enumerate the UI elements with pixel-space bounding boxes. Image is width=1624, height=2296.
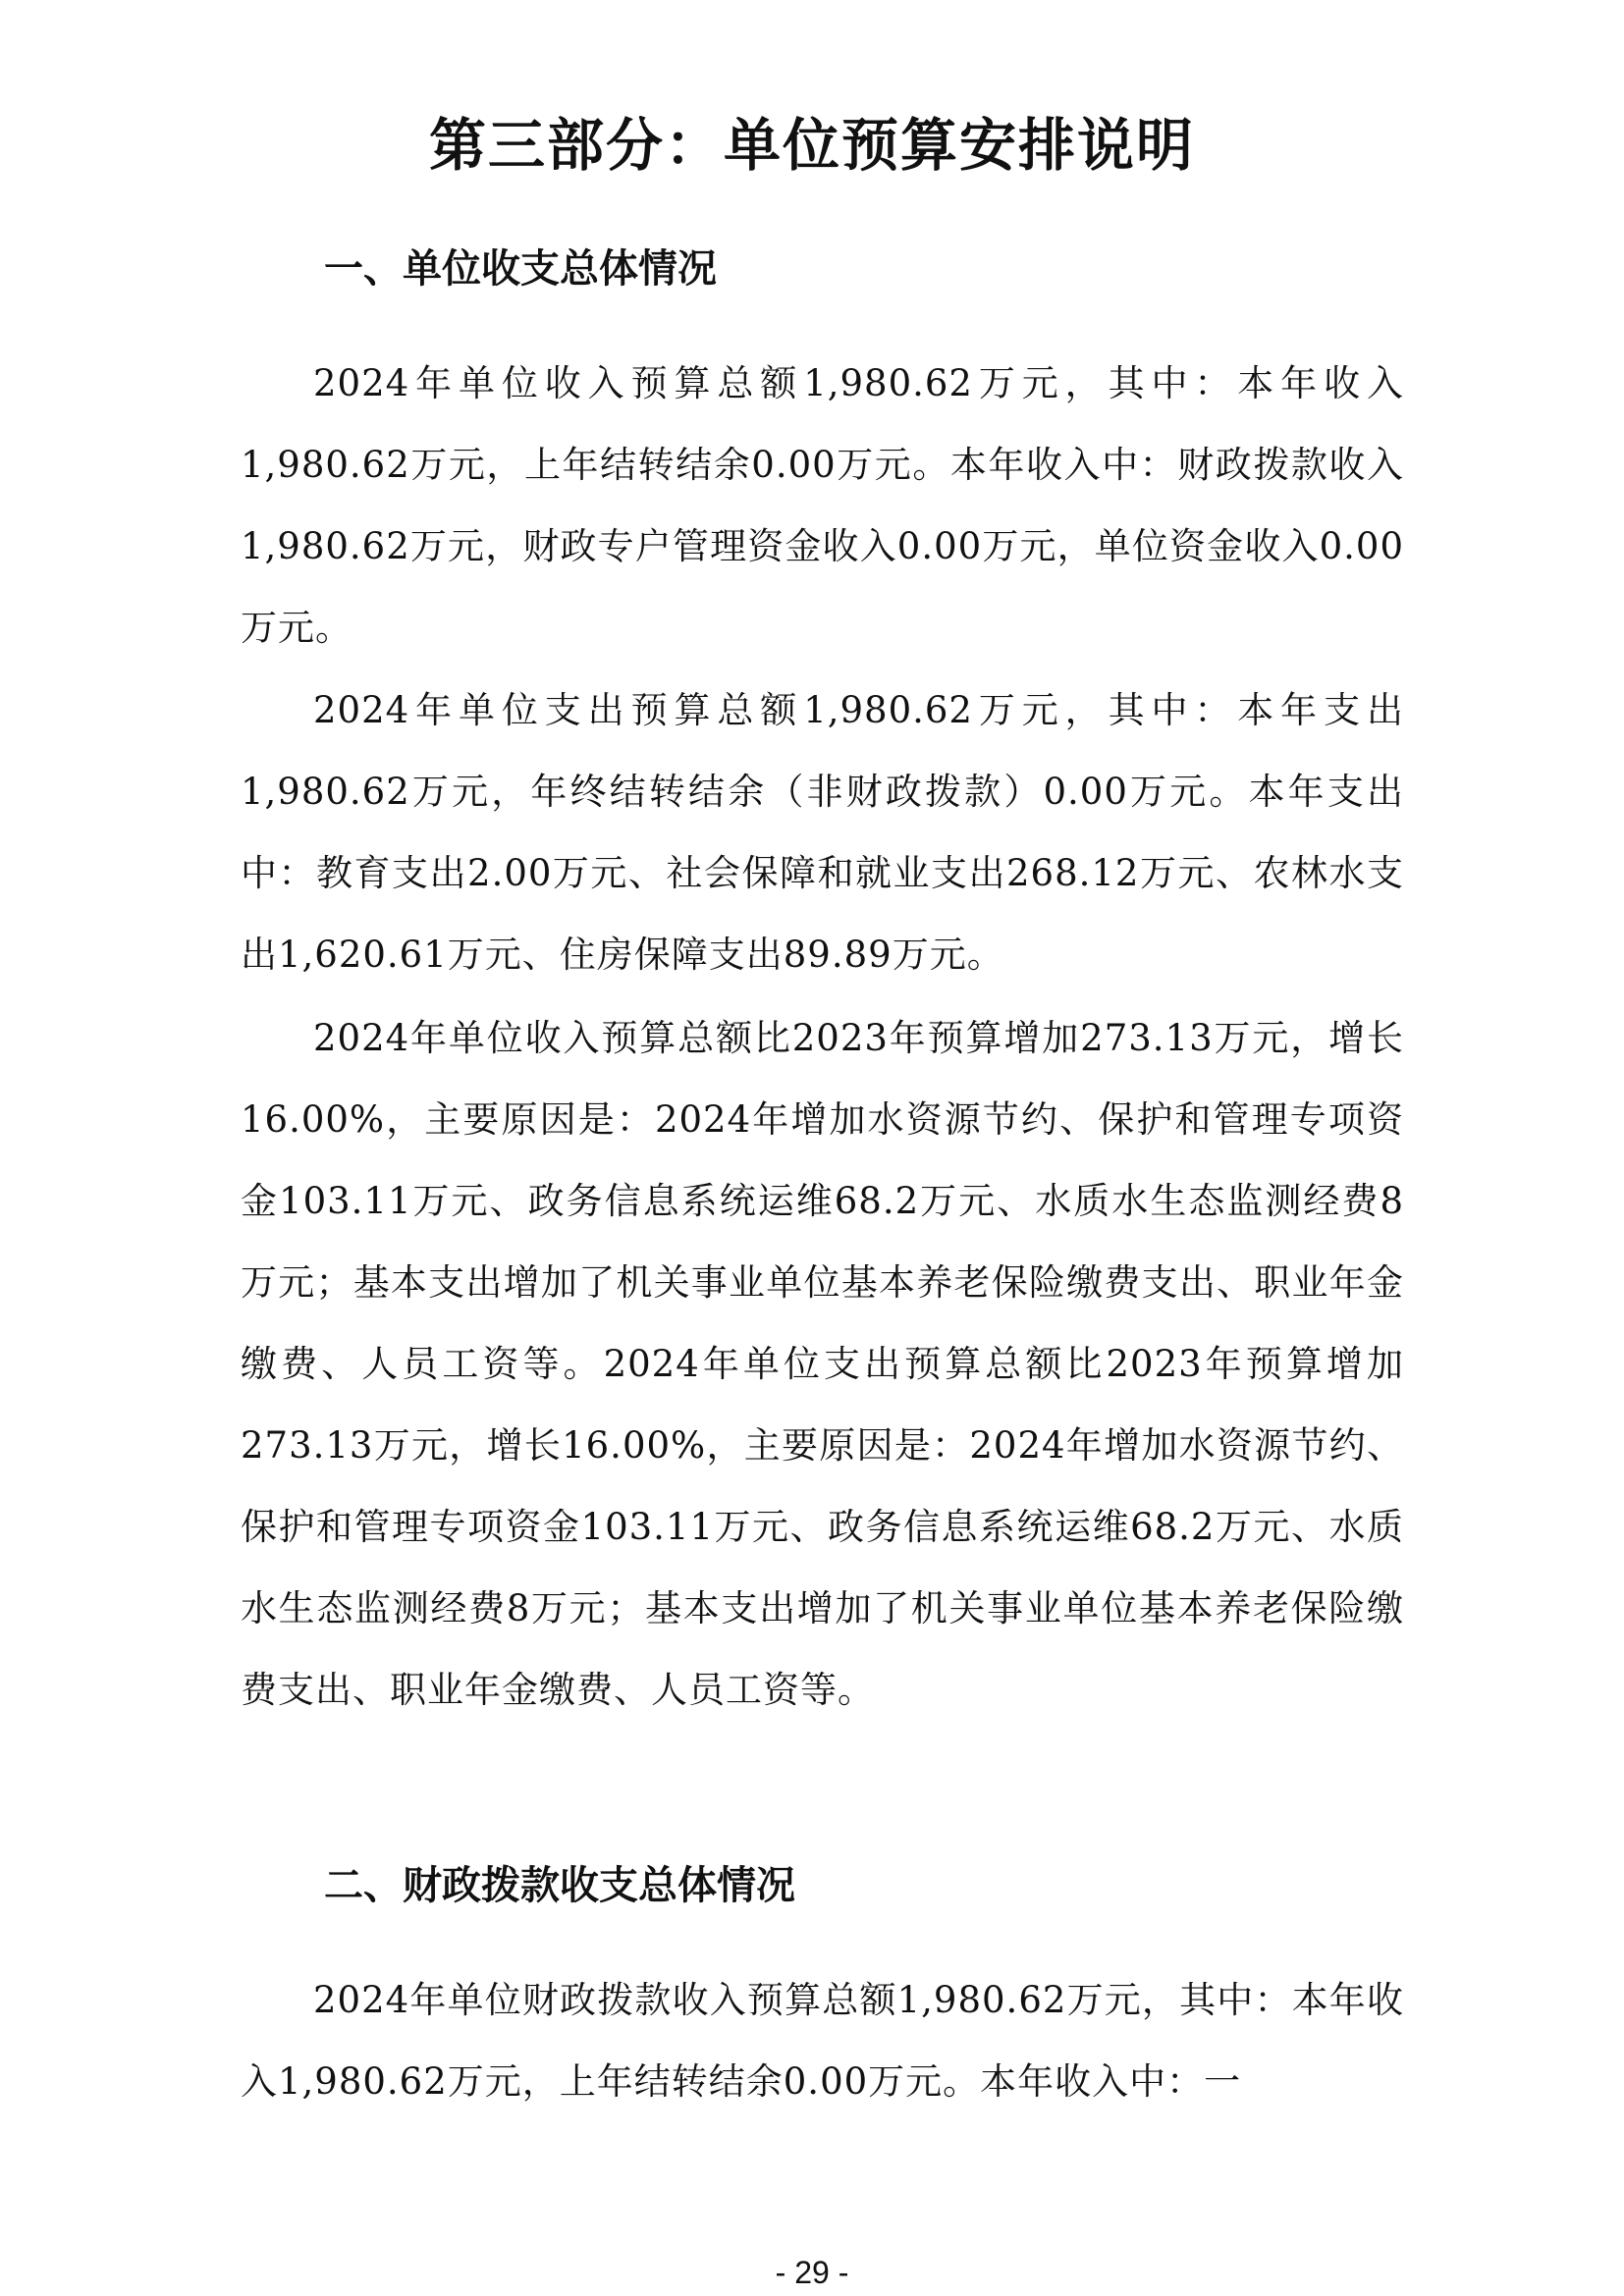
- paragraph-fiscal-allocation: 2024年单位财政拨款收入预算总额1,980.62万元，其中：本年收入1,980.62万元，上年结转结余0.00万元。本年收入中：一: [241, 1979, 1404, 2103]
- paragraph-expenditure-overview: 2024年单位支出预算总额1,980.62万元，其中：本年支出1,980.62万元，年终结转结余（非财政拨款）0.00万元。本年支出中：教育支出2.00万元、社会保障和就业支出268.12万元、农林水支出1,620.61万元、住房保障支出89.89万元。: [241, 689, 1404, 976]
- paragraph-year-comparison: 2024年单位收入预算总额比2023年预算增加273.13万元，增长16.00%，主要原因是：2024年增加水资源节约、保护和管理专项资金103.11万元、政务信息系统运维68.2万元、水质水生态监测经费8万元；基本支出增加了机关事业单位基本养老保险缴费支出、职业年金缴费、人员工资等。2024年单位支出预算总额比2023年预算增加273.13万元，增长16.00%，主要原因是：2024年增加水资源节约、保护和管理专项资金103.11万元、政务信息系统运维68.2万元、水质水生态监测经费8万元；基本支出增加了机关事业单位基本养老保险缴费支出、职业年金缴费、人员工资等。: [241, 1017, 1404, 1711]
- section-heading-1: 一、单位收支总体情况: [324, 246, 717, 292]
- page-number: - 29 -: [775, 2255, 849, 2290]
- paragraph-income-overview: 2024年单位收入预算总额1,980.62万元，其中：本年收入1,980.62万元，上年结转结余0.00万元。本年收入中：财政拨款收入1,980.62万元，财政专户管理资金收入0.00万元，单位资金收入0.00万元。: [241, 362, 1404, 649]
- section-heading-2: 二、财政拨款收支总体情况: [324, 1863, 795, 1908]
- page-title: 第三部分：单位预算安排说明: [428, 112, 1195, 179]
